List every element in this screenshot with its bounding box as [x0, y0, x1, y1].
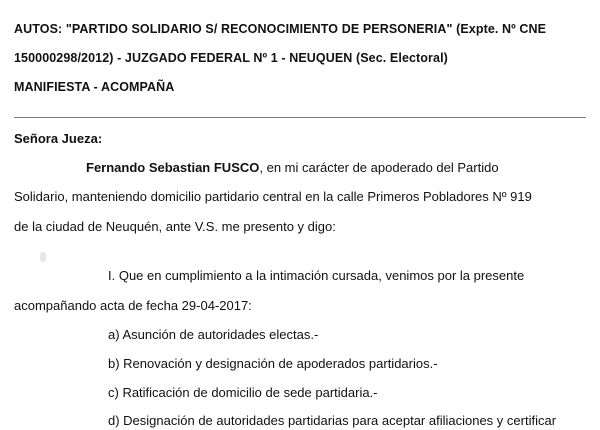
list-item-d: d) Designación de autoridades partidarias para aceptar afiliaciones y certificar — [108, 413, 557, 428]
section-1-line-2: acompañando acta de fecha 29-04-2017: — [14, 298, 252, 313]
case-title-line-1: AUTOS: "PARTIDO SOLIDARIO S/ RECONOCIMIENTO DE PERSONERIA" (Expte. Nº CNE — [14, 22, 547, 36]
header-divider — [14, 117, 586, 118]
intro-line-1-rest: , en mi carácter de apoderado del Partido — [259, 160, 499, 175]
scan-smudge — [40, 252, 46, 262]
intro-line-2: Solidario, manteniendo domicilio partidario central en la calle Primeros Pobladores Nº 919 — [14, 189, 532, 204]
attorney-name: Fernando Sebastian FUSCO — [86, 160, 260, 175]
intro-line-3: de la ciudad de Neuquén, ante V.S. me presento y digo: — [14, 219, 336, 234]
case-title-line-2: 150000298/2012) - JUZGADO FEDERAL Nº 1 - NEUQUEN (Sec. Electoral) — [14, 51, 448, 65]
list-item-c: c) Ratificación de domicilio de sede partidaria.- — [108, 385, 378, 400]
section-1-line-1: I. Que en cumplimiento a la intimación cursada, venimos por la presente — [108, 268, 525, 283]
intro-line-1 — [86, 160, 499, 175]
case-title-line-3: MANIFIESTA - ACOMPAÑA — [14, 80, 175, 94]
salutation: Señora Jueza: — [14, 131, 103, 146]
list-item-b: b) Renovación y designación de apoderados partidarios.- — [108, 356, 438, 371]
list-item-a: a) Asunción de autoridades electas.- — [108, 327, 319, 342]
